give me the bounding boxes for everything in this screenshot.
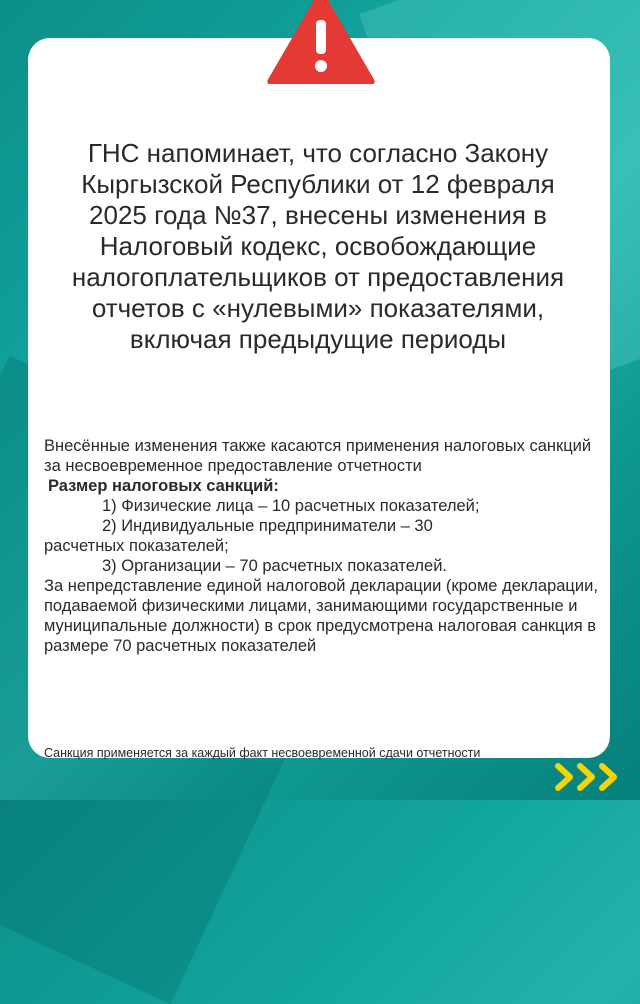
warning-triangle-icon [266, 0, 376, 84]
headline: ГНС напоминает, что согласно Закону Кыргызской Республики от 12 февраля 2025 года №37, внесены изменения в Налоговый кодекс, освобождающие налогоплательщиков от предоставления отчетов с «нулевыми» показателями, включая предыдущие периоды [71, 138, 565, 354]
intro-text: Внесённые изменения также касаются применения налоговых санкций за несвоевременное предоставление отчетности [44, 437, 592, 475]
sanction-item: 3) Организации – 70 расчетных показателей. [102, 557, 448, 575]
chevrons-right-icon [554, 762, 622, 792]
sanction-item-continued: расчетных показателей; [44, 537, 229, 555]
footnote: Санкция применяется за каждый факт несвоевременной сдачи отчетности [44, 746, 481, 760]
sanction-item: 1) Физические лица – 10 расчетных показателей; [102, 497, 480, 515]
sanctions-title: Размер налоговых санкций: [48, 477, 279, 495]
sanction-item: 2) Индивидуальные предприниматели – 30 [102, 517, 433, 535]
declaration-text: За непредставление единой налоговой декларации (кроме декларации, подаваемой физическими лицами, занимающими государственные и муниципальные должности) в срок предусмотрена налоговая санкция в размере 70 расчетных показателей [44, 577, 598, 655]
info-card [28, 38, 610, 758]
body-text [44, 436, 599, 656]
